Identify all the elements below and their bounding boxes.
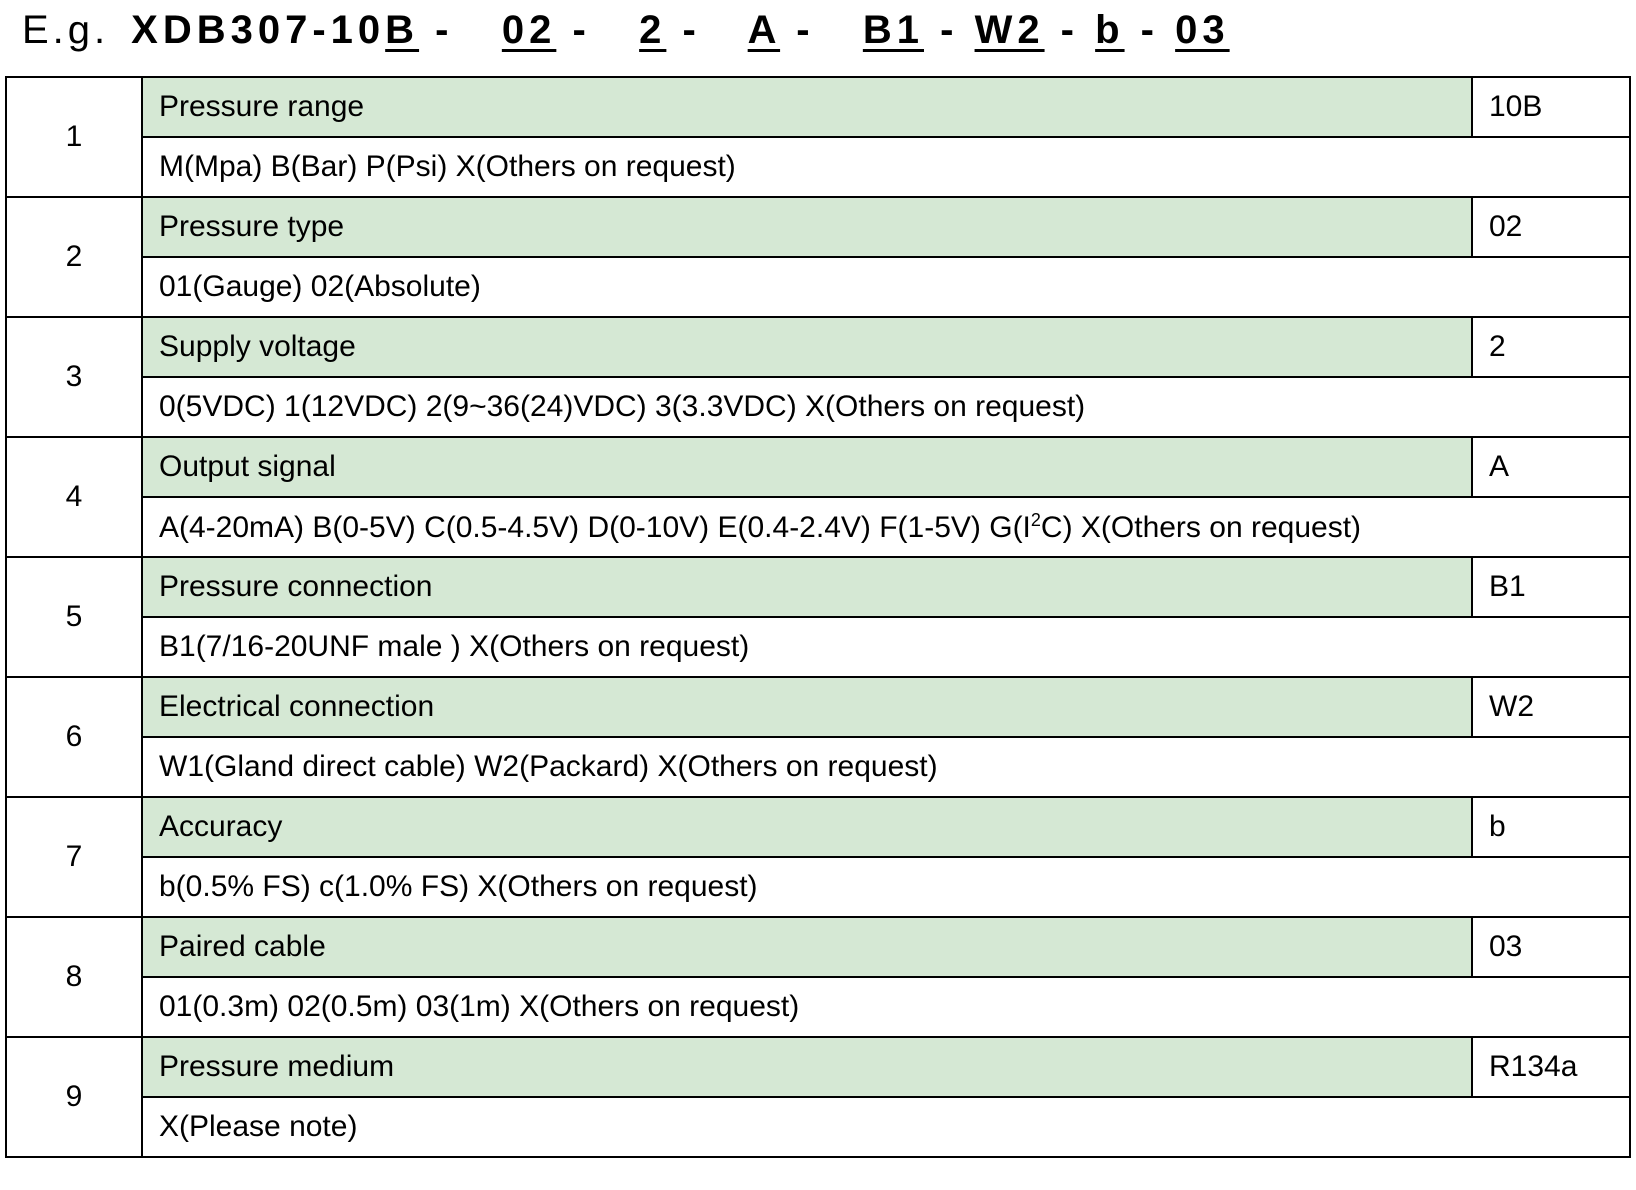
row-value: 02 bbox=[1472, 197, 1630, 257]
table-row bbox=[6, 917, 1630, 977]
row-number: 3 bbox=[6, 317, 142, 437]
spec-table bbox=[5, 76, 1631, 1158]
table-row bbox=[6, 1037, 1630, 1097]
row-value: b bbox=[1472, 797, 1630, 857]
row-label: Output signal bbox=[142, 437, 1472, 497]
row-label: Pressure medium bbox=[142, 1037, 1472, 1097]
table-row bbox=[6, 257, 1630, 317]
row-value: R134a bbox=[1472, 1037, 1630, 1097]
row-value: B1 bbox=[1472, 557, 1630, 617]
table-row bbox=[6, 977, 1630, 1037]
table-row bbox=[6, 197, 1630, 257]
table-row bbox=[6, 677, 1630, 737]
table-row bbox=[6, 377, 1630, 437]
row-label: Accuracy bbox=[142, 797, 1472, 857]
table-row bbox=[6, 77, 1630, 137]
row-label: Pressure type bbox=[142, 197, 1472, 257]
row-label: Electrical connection bbox=[142, 677, 1472, 737]
segment-6: W2 - bbox=[974, 8, 1079, 52]
table-row bbox=[6, 317, 1630, 377]
row-options: b(0.5% FS) c(1.0% FS) X(Others on request) bbox=[142, 857, 1630, 917]
row-options: X(Please note) bbox=[142, 1097, 1630, 1157]
table-row bbox=[6, 137, 1630, 197]
row-options: B1(7/16-20UNF male ) X(Others on request) bbox=[142, 617, 1630, 677]
table-row bbox=[6, 437, 1630, 497]
table-row bbox=[6, 797, 1630, 857]
row-number: 6 bbox=[6, 677, 142, 797]
row-options: 0(5VDC) 1(12VDC) 2(9~36(24)VDC) 3(3.3VDC) X(Others on request) bbox=[142, 377, 1630, 437]
row-value: A bbox=[1472, 437, 1630, 497]
model-example-header bbox=[22, 8, 1230, 64]
row-number: 9 bbox=[6, 1037, 142, 1157]
row-label: Paired cable bbox=[142, 917, 1472, 977]
row-options: M(Mpa) B(Bar) P(Psi) X(Others on request) bbox=[142, 137, 1630, 197]
row-number: 4 bbox=[6, 437, 142, 557]
row-options: W1(Gland direct cable) W2(Packard) X(Others on request) bbox=[142, 737, 1630, 797]
table-row bbox=[6, 617, 1630, 677]
row-label: Pressure connection bbox=[142, 557, 1472, 617]
row-number: 1 bbox=[6, 77, 142, 197]
table-row bbox=[6, 497, 1630, 557]
row-label: Pressure range bbox=[142, 77, 1472, 137]
row-number: 7 bbox=[6, 797, 142, 917]
example-prefix: E.g. bbox=[22, 8, 110, 52]
segment-1: 10B - bbox=[330, 8, 454, 52]
row-value: 2 bbox=[1472, 317, 1630, 377]
segment-8: 03 bbox=[1175, 8, 1230, 52]
row-value: 03 bbox=[1472, 917, 1630, 977]
segment-5: B1 - bbox=[862, 8, 959, 52]
row-options: 01(Gauge) 02(Absolute) bbox=[142, 257, 1630, 317]
row-number: 5 bbox=[6, 557, 142, 677]
table-row bbox=[6, 857, 1630, 917]
table-row bbox=[6, 737, 1630, 797]
row-number: 8 bbox=[6, 917, 142, 1037]
model-prefix: XDB307- bbox=[131, 8, 331, 52]
row-value: 10B bbox=[1472, 77, 1630, 137]
row-options: 01(0.3m) 02(0.5m) 03(1m) X(Others on request) bbox=[142, 977, 1630, 1037]
table-row bbox=[6, 1097, 1630, 1157]
row-label: Supply voltage bbox=[142, 317, 1472, 377]
row-value: W2 bbox=[1472, 677, 1630, 737]
segment-4: A - bbox=[747, 8, 815, 52]
table-row bbox=[6, 557, 1630, 617]
segment-7: b - bbox=[1095, 8, 1159, 52]
row-options: A(4-20mA) B(0-5V) C(0.5-4.5V) D(0-10V) E(0.4-2.4V) F(1-5V) $G(I^2C)$ X(Others on request) bbox=[142, 497, 1630, 557]
segment-3: 2 - bbox=[639, 8, 701, 52]
segment-2: 02 - bbox=[501, 8, 591, 52]
row-number: 2 bbox=[6, 197, 142, 317]
